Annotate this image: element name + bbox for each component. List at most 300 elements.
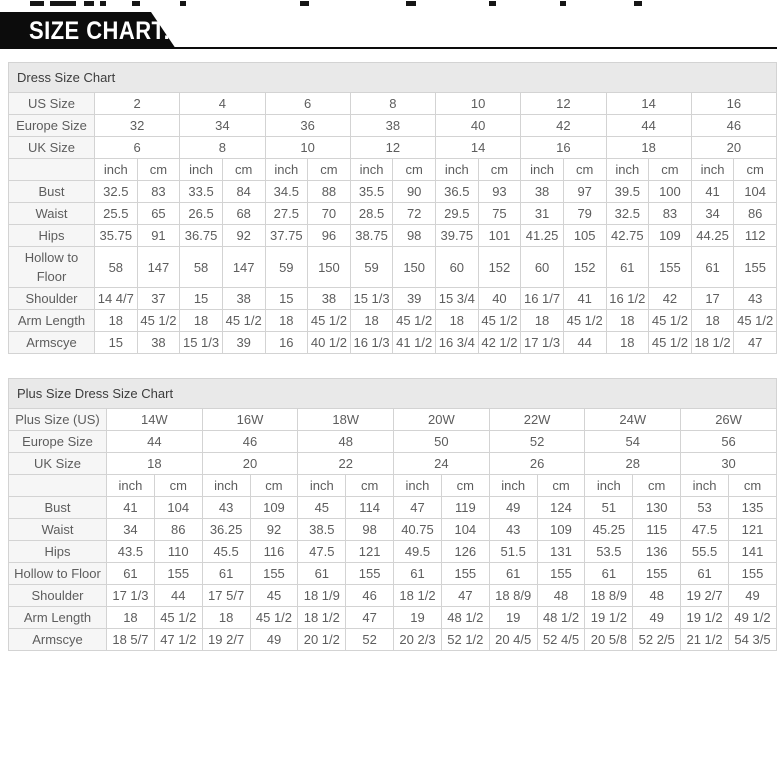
unit-cell: cm <box>346 475 394 497</box>
value-cell: 58 <box>95 247 138 288</box>
value-cell: 17 5/7 <box>202 585 250 607</box>
unit-cell: inch <box>436 159 479 181</box>
value-cell: 41 <box>107 497 155 519</box>
value-cell: 100 <box>649 181 692 203</box>
value-cell: 15 <box>95 332 138 354</box>
dress-size-chart-table <box>8 62 777 354</box>
measure-row <box>9 585 777 607</box>
size-value-cell: 22W <box>489 409 585 431</box>
value-cell: 35.75 <box>95 225 138 247</box>
value-cell: 20 2/3 <box>394 629 442 651</box>
value-cell: 49 <box>633 607 681 629</box>
row-label: Plus Size (US) <box>9 409 107 431</box>
value-cell: 14 4/7 <box>95 288 138 310</box>
size-value-cell: 16 <box>691 93 776 115</box>
value-cell: 39 <box>393 288 436 310</box>
value-cell: 104 <box>734 181 777 203</box>
value-cell: 18 5/7 <box>107 629 155 651</box>
unit-cell: cm <box>393 159 436 181</box>
value-cell: 109 <box>537 519 585 541</box>
value-cell: 53.5 <box>585 541 633 563</box>
row-label <box>9 159 95 181</box>
value-cell: 18 8/9 <box>489 585 537 607</box>
value-cell: 116 <box>250 541 298 563</box>
row-label: Hips <box>9 541 107 563</box>
value-cell: 45 1/2 <box>250 607 298 629</box>
value-cell: 101 <box>478 225 521 247</box>
value-cell: 25.5 <box>95 203 138 225</box>
value-cell: 16 1/3 <box>350 332 393 354</box>
value-cell: 98 <box>393 225 436 247</box>
size-value-cell: 6 <box>265 93 350 115</box>
value-cell: 53 <box>681 497 729 519</box>
value-cell: 104 <box>441 519 489 541</box>
unit-cell: inch <box>521 159 564 181</box>
size-value-cell: 18 <box>606 137 691 159</box>
size-value-cell: 26W <box>681 409 777 431</box>
value-cell: 34 <box>107 519 155 541</box>
value-cell: 61 <box>606 247 649 288</box>
value-cell: 41.25 <box>521 225 564 247</box>
row-label: Shoulder <box>9 288 95 310</box>
size-value-cell: 10 <box>436 93 521 115</box>
unit-cell: inch <box>95 159 138 181</box>
value-cell: 52 2/5 <box>633 629 681 651</box>
size-value-cell: 16W <box>202 409 298 431</box>
size-value-cell: 22 <box>298 453 394 475</box>
value-cell: 18 <box>691 310 734 332</box>
value-cell: 147 <box>222 247 265 288</box>
value-cell: 47.5 <box>681 519 729 541</box>
value-cell: 33.5 <box>180 181 223 203</box>
size-value-cell: 50 <box>394 431 490 453</box>
measure-row <box>9 332 777 354</box>
unit-cell: cm <box>728 475 776 497</box>
value-cell: 136 <box>633 541 681 563</box>
value-cell: 91 <box>137 225 180 247</box>
value-cell: 155 <box>250 563 298 585</box>
size-value-cell: 44 <box>107 431 203 453</box>
value-cell: 18 <box>107 607 155 629</box>
unit-cell: cm <box>633 475 681 497</box>
unit-cell: cm <box>308 159 351 181</box>
value-cell: 79 <box>563 203 606 225</box>
unit-cell: cm <box>734 159 777 181</box>
value-cell: 104 <box>154 497 202 519</box>
value-cell: 16 1/2 <box>606 288 649 310</box>
value-cell: 46 <box>346 585 394 607</box>
unit-cell: cm <box>154 475 202 497</box>
row-label: Hips <box>9 225 95 247</box>
size-value-cell: 52 <box>489 431 585 453</box>
row-label: Europe Size <box>9 115 95 137</box>
value-cell: 49 <box>250 629 298 651</box>
value-cell: 18 8/9 <box>585 585 633 607</box>
measure-row <box>9 288 777 310</box>
value-cell: 45 1/2 <box>137 310 180 332</box>
value-cell: 16 <box>265 332 308 354</box>
value-cell: 155 <box>734 247 777 288</box>
value-cell: 20 4/5 <box>489 629 537 651</box>
value-cell: 115 <box>633 519 681 541</box>
size-value-cell: 44 <box>606 115 691 137</box>
value-cell: 155 <box>728 563 776 585</box>
value-cell: 41 1/2 <box>393 332 436 354</box>
value-cell: 135 <box>728 497 776 519</box>
value-cell: 152 <box>478 247 521 288</box>
value-cell: 38.75 <box>350 225 393 247</box>
value-cell: 49 <box>728 585 776 607</box>
value-cell: 20 1/2 <box>298 629 346 651</box>
unit-cell: cm <box>222 159 265 181</box>
value-cell: 86 <box>734 203 777 225</box>
size-row <box>9 431 777 453</box>
unit-cell: inch <box>180 159 223 181</box>
value-cell: 27.5 <box>265 203 308 225</box>
value-cell: 17 1/3 <box>107 585 155 607</box>
value-cell: 45 1/2 <box>308 310 351 332</box>
value-cell: 29.5 <box>436 203 479 225</box>
size-value-cell: 30 <box>681 453 777 475</box>
size-value-cell: 24 <box>394 453 490 475</box>
size-value-cell: 46 <box>691 115 776 137</box>
value-cell: 109 <box>649 225 692 247</box>
value-cell: 72 <box>393 203 436 225</box>
value-cell: 114 <box>346 497 394 519</box>
measure-row <box>9 563 777 585</box>
value-cell: 38 <box>521 181 564 203</box>
value-cell: 155 <box>633 563 681 585</box>
value-cell: 51 <box>585 497 633 519</box>
value-cell: 61 <box>585 563 633 585</box>
value-cell: 15 <box>265 288 308 310</box>
size-value-cell: 38 <box>350 115 435 137</box>
measure-row <box>9 541 777 563</box>
unit-cell: inch <box>681 475 729 497</box>
unit-cell: inch <box>606 159 649 181</box>
value-cell: 61 <box>107 563 155 585</box>
value-cell: 52 1/2 <box>441 629 489 651</box>
value-cell: 119 <box>441 497 489 519</box>
size-value-cell: 4 <box>180 93 265 115</box>
plus-size-chart-table <box>8 378 777 651</box>
size-value-cell: 40 <box>436 115 521 137</box>
value-cell: 45 1/2 <box>478 310 521 332</box>
size-value-cell: 36 <box>265 115 350 137</box>
value-cell: 19 2/7 <box>681 585 729 607</box>
value-cell: 18 <box>521 310 564 332</box>
measure-row <box>9 607 777 629</box>
unit-row <box>9 159 777 181</box>
value-cell: 42 <box>649 288 692 310</box>
value-cell: 92 <box>222 225 265 247</box>
value-cell: 36.75 <box>180 225 223 247</box>
size-charts-area <box>0 49 777 651</box>
value-cell: 83 <box>649 203 692 225</box>
row-label: UK Size <box>9 453 107 475</box>
value-cell: 38 <box>222 288 265 310</box>
value-cell: 44 <box>154 585 202 607</box>
size-row <box>9 115 777 137</box>
value-cell: 18 1/9 <box>298 585 346 607</box>
value-cell: 49 <box>489 497 537 519</box>
value-cell: 52 4/5 <box>537 629 585 651</box>
row-label: UK Size <box>9 137 95 159</box>
value-cell: 141 <box>728 541 776 563</box>
value-cell: 19 2/7 <box>202 629 250 651</box>
value-cell: 61 <box>489 563 537 585</box>
value-cell: 54 3/5 <box>728 629 776 651</box>
value-cell: 18 1/2 <box>691 332 734 354</box>
value-cell: 47 <box>394 497 442 519</box>
value-cell: 45.5 <box>202 541 250 563</box>
value-cell: 68 <box>222 203 265 225</box>
row-label <box>9 475 107 497</box>
unit-cell: inch <box>202 475 250 497</box>
unit-cell: cm <box>478 159 521 181</box>
value-cell: 34 <box>691 203 734 225</box>
value-cell: 18 <box>350 310 393 332</box>
value-cell: 39 <box>222 332 265 354</box>
value-cell: 43 <box>202 497 250 519</box>
size-value-cell: 12 <box>350 137 435 159</box>
value-cell: 155 <box>154 563 202 585</box>
value-cell: 45 1/2 <box>734 310 777 332</box>
value-cell: 92 <box>250 519 298 541</box>
value-cell: 38.5 <box>298 519 346 541</box>
size-chart-banner <box>0 12 777 49</box>
size-value-cell: 28 <box>585 453 681 475</box>
value-cell: 18 <box>95 310 138 332</box>
size-row <box>9 453 777 475</box>
value-cell: 112 <box>734 225 777 247</box>
value-cell: 15 3/4 <box>436 288 479 310</box>
value-cell: 60 <box>436 247 479 288</box>
value-cell: 61 <box>691 247 734 288</box>
value-cell: 58 <box>180 247 223 288</box>
value-cell: 61 <box>681 563 729 585</box>
value-cell: 121 <box>346 541 394 563</box>
value-cell: 65 <box>137 203 180 225</box>
table-title: Plus Size Dress Size Chart <box>9 379 777 409</box>
value-cell: 42 1/2 <box>478 332 521 354</box>
unit-cell: inch <box>265 159 308 181</box>
table-title: Dress Size Chart <box>9 63 777 93</box>
value-cell: 150 <box>308 247 351 288</box>
value-cell: 38 <box>137 332 180 354</box>
value-cell: 38 <box>308 288 351 310</box>
size-value-cell: 56 <box>681 431 777 453</box>
measure-row <box>9 225 777 247</box>
value-cell: 45.25 <box>585 519 633 541</box>
value-cell: 150 <box>393 247 436 288</box>
size-value-cell: 48 <box>298 431 394 453</box>
value-cell: 147 <box>137 247 180 288</box>
table-title-row <box>9 379 777 409</box>
value-cell: 124 <box>537 497 585 519</box>
measure-row <box>9 629 777 651</box>
row-label: Armscye <box>9 332 95 354</box>
size-value-cell: 14W <box>107 409 203 431</box>
value-cell: 45 1/2 <box>154 607 202 629</box>
value-cell: 32.5 <box>95 181 138 203</box>
value-cell: 15 1/3 <box>350 288 393 310</box>
value-cell: 17 <box>691 288 734 310</box>
value-cell: 155 <box>649 247 692 288</box>
value-cell: 121 <box>728 519 776 541</box>
value-cell: 61 <box>394 563 442 585</box>
value-cell: 47 <box>441 585 489 607</box>
value-cell: 41 <box>691 181 734 203</box>
value-cell: 15 <box>180 288 223 310</box>
size-value-cell: 20 <box>691 137 776 159</box>
value-cell: 26.5 <box>180 203 223 225</box>
value-cell: 19 <box>394 607 442 629</box>
value-cell: 155 <box>346 563 394 585</box>
size-value-cell: 12 <box>521 93 606 115</box>
row-label: Shoulder <box>9 585 107 607</box>
value-cell: 40.75 <box>394 519 442 541</box>
unit-cell: inch <box>107 475 155 497</box>
value-cell: 15 1/3 <box>180 332 223 354</box>
unit-cell: cm <box>441 475 489 497</box>
size-value-cell: 10 <box>265 137 350 159</box>
value-cell: 20 5/8 <box>585 629 633 651</box>
banner-title: SIZE CHART: <box>29 17 171 45</box>
unit-cell: inch <box>691 159 734 181</box>
size-value-cell: 8 <box>180 137 265 159</box>
size-value-cell: 34 <box>180 115 265 137</box>
value-cell: 44.25 <box>691 225 734 247</box>
unit-row <box>9 475 777 497</box>
row-label: Hollow to Floor <box>9 563 107 585</box>
value-cell: 43.5 <box>107 541 155 563</box>
value-cell: 42.75 <box>606 225 649 247</box>
value-cell: 19 <box>489 607 537 629</box>
size-value-cell: 8 <box>350 93 435 115</box>
row-label: Waist <box>9 519 107 541</box>
tables-mount <box>8 62 777 651</box>
size-value-cell: 54 <box>585 431 681 453</box>
value-cell: 40 1/2 <box>308 332 351 354</box>
size-value-cell: 20 <box>202 453 298 475</box>
value-cell: 45 1/2 <box>222 310 265 332</box>
value-cell: 40 <box>478 288 521 310</box>
value-cell: 152 <box>563 247 606 288</box>
value-cell: 34.5 <box>265 181 308 203</box>
value-cell: 21 1/2 <box>681 629 729 651</box>
value-cell: 18 1/2 <box>298 607 346 629</box>
value-cell: 155 <box>537 563 585 585</box>
value-cell: 41 <box>563 288 606 310</box>
row-label: Hollow to Floor <box>9 247 95 288</box>
value-cell: 109 <box>250 497 298 519</box>
measure-row <box>9 247 777 288</box>
cropped-content-strip <box>0 0 777 12</box>
value-cell: 105 <box>563 225 606 247</box>
value-cell: 45 1/2 <box>563 310 606 332</box>
value-cell: 28.5 <box>350 203 393 225</box>
value-cell: 36.5 <box>436 181 479 203</box>
value-cell: 93 <box>478 181 521 203</box>
measure-row <box>9 203 777 225</box>
row-label: Arm Length <box>9 310 95 332</box>
value-cell: 45 1/2 <box>649 310 692 332</box>
value-cell: 83 <box>137 181 180 203</box>
value-cell: 96 <box>308 225 351 247</box>
table-title-row <box>9 63 777 93</box>
value-cell: 45 <box>298 497 346 519</box>
value-cell: 59 <box>350 247 393 288</box>
row-label: Europe Size <box>9 431 107 453</box>
row-label: Waist <box>9 203 95 225</box>
size-value-cell: 32 <box>95 115 180 137</box>
size-value-cell: 18 <box>107 453 203 475</box>
unit-cell: cm <box>649 159 692 181</box>
value-cell: 37.75 <box>265 225 308 247</box>
value-cell: 16 3/4 <box>436 332 479 354</box>
measure-row <box>9 181 777 203</box>
size-value-cell: 20W <box>394 409 490 431</box>
value-cell: 45 <box>250 585 298 607</box>
unit-cell: inch <box>489 475 537 497</box>
value-cell: 18 <box>265 310 308 332</box>
value-cell: 47 <box>346 607 394 629</box>
value-cell: 16 1/7 <box>521 288 564 310</box>
size-row <box>9 409 777 431</box>
value-cell: 48 1/2 <box>537 607 585 629</box>
value-cell: 60 <box>521 247 564 288</box>
value-cell: 31 <box>521 203 564 225</box>
value-cell: 70 <box>308 203 351 225</box>
size-row <box>9 93 777 115</box>
value-cell: 61 <box>298 563 346 585</box>
value-cell: 18 <box>606 310 649 332</box>
size-value-cell: 6 <box>95 137 180 159</box>
size-value-cell: 24W <box>585 409 681 431</box>
value-cell: 18 1/2 <box>394 585 442 607</box>
value-cell: 75 <box>478 203 521 225</box>
size-value-cell: 26 <box>489 453 585 475</box>
value-cell: 155 <box>441 563 489 585</box>
size-value-cell: 2 <box>95 93 180 115</box>
value-cell: 110 <box>154 541 202 563</box>
value-cell: 84 <box>222 181 265 203</box>
value-cell: 55.5 <box>681 541 729 563</box>
value-cell: 88 <box>308 181 351 203</box>
value-cell: 18 <box>202 607 250 629</box>
value-cell: 48 <box>633 585 681 607</box>
value-cell: 52 <box>346 629 394 651</box>
value-cell: 86 <box>154 519 202 541</box>
value-cell: 97 <box>563 181 606 203</box>
value-cell: 98 <box>346 519 394 541</box>
value-cell: 18 <box>436 310 479 332</box>
unit-cell: cm <box>250 475 298 497</box>
value-cell: 48 <box>537 585 585 607</box>
unit-cell: cm <box>563 159 606 181</box>
row-label: US Size <box>9 93 95 115</box>
unit-cell: inch <box>298 475 346 497</box>
value-cell: 47 <box>734 332 777 354</box>
value-cell: 39.5 <box>606 181 649 203</box>
value-cell: 36.25 <box>202 519 250 541</box>
value-cell: 47 1/2 <box>154 629 202 651</box>
size-value-cell: 42 <box>521 115 606 137</box>
value-cell: 49 1/2 <box>728 607 776 629</box>
value-cell: 43 <box>489 519 537 541</box>
value-cell: 32.5 <box>606 203 649 225</box>
